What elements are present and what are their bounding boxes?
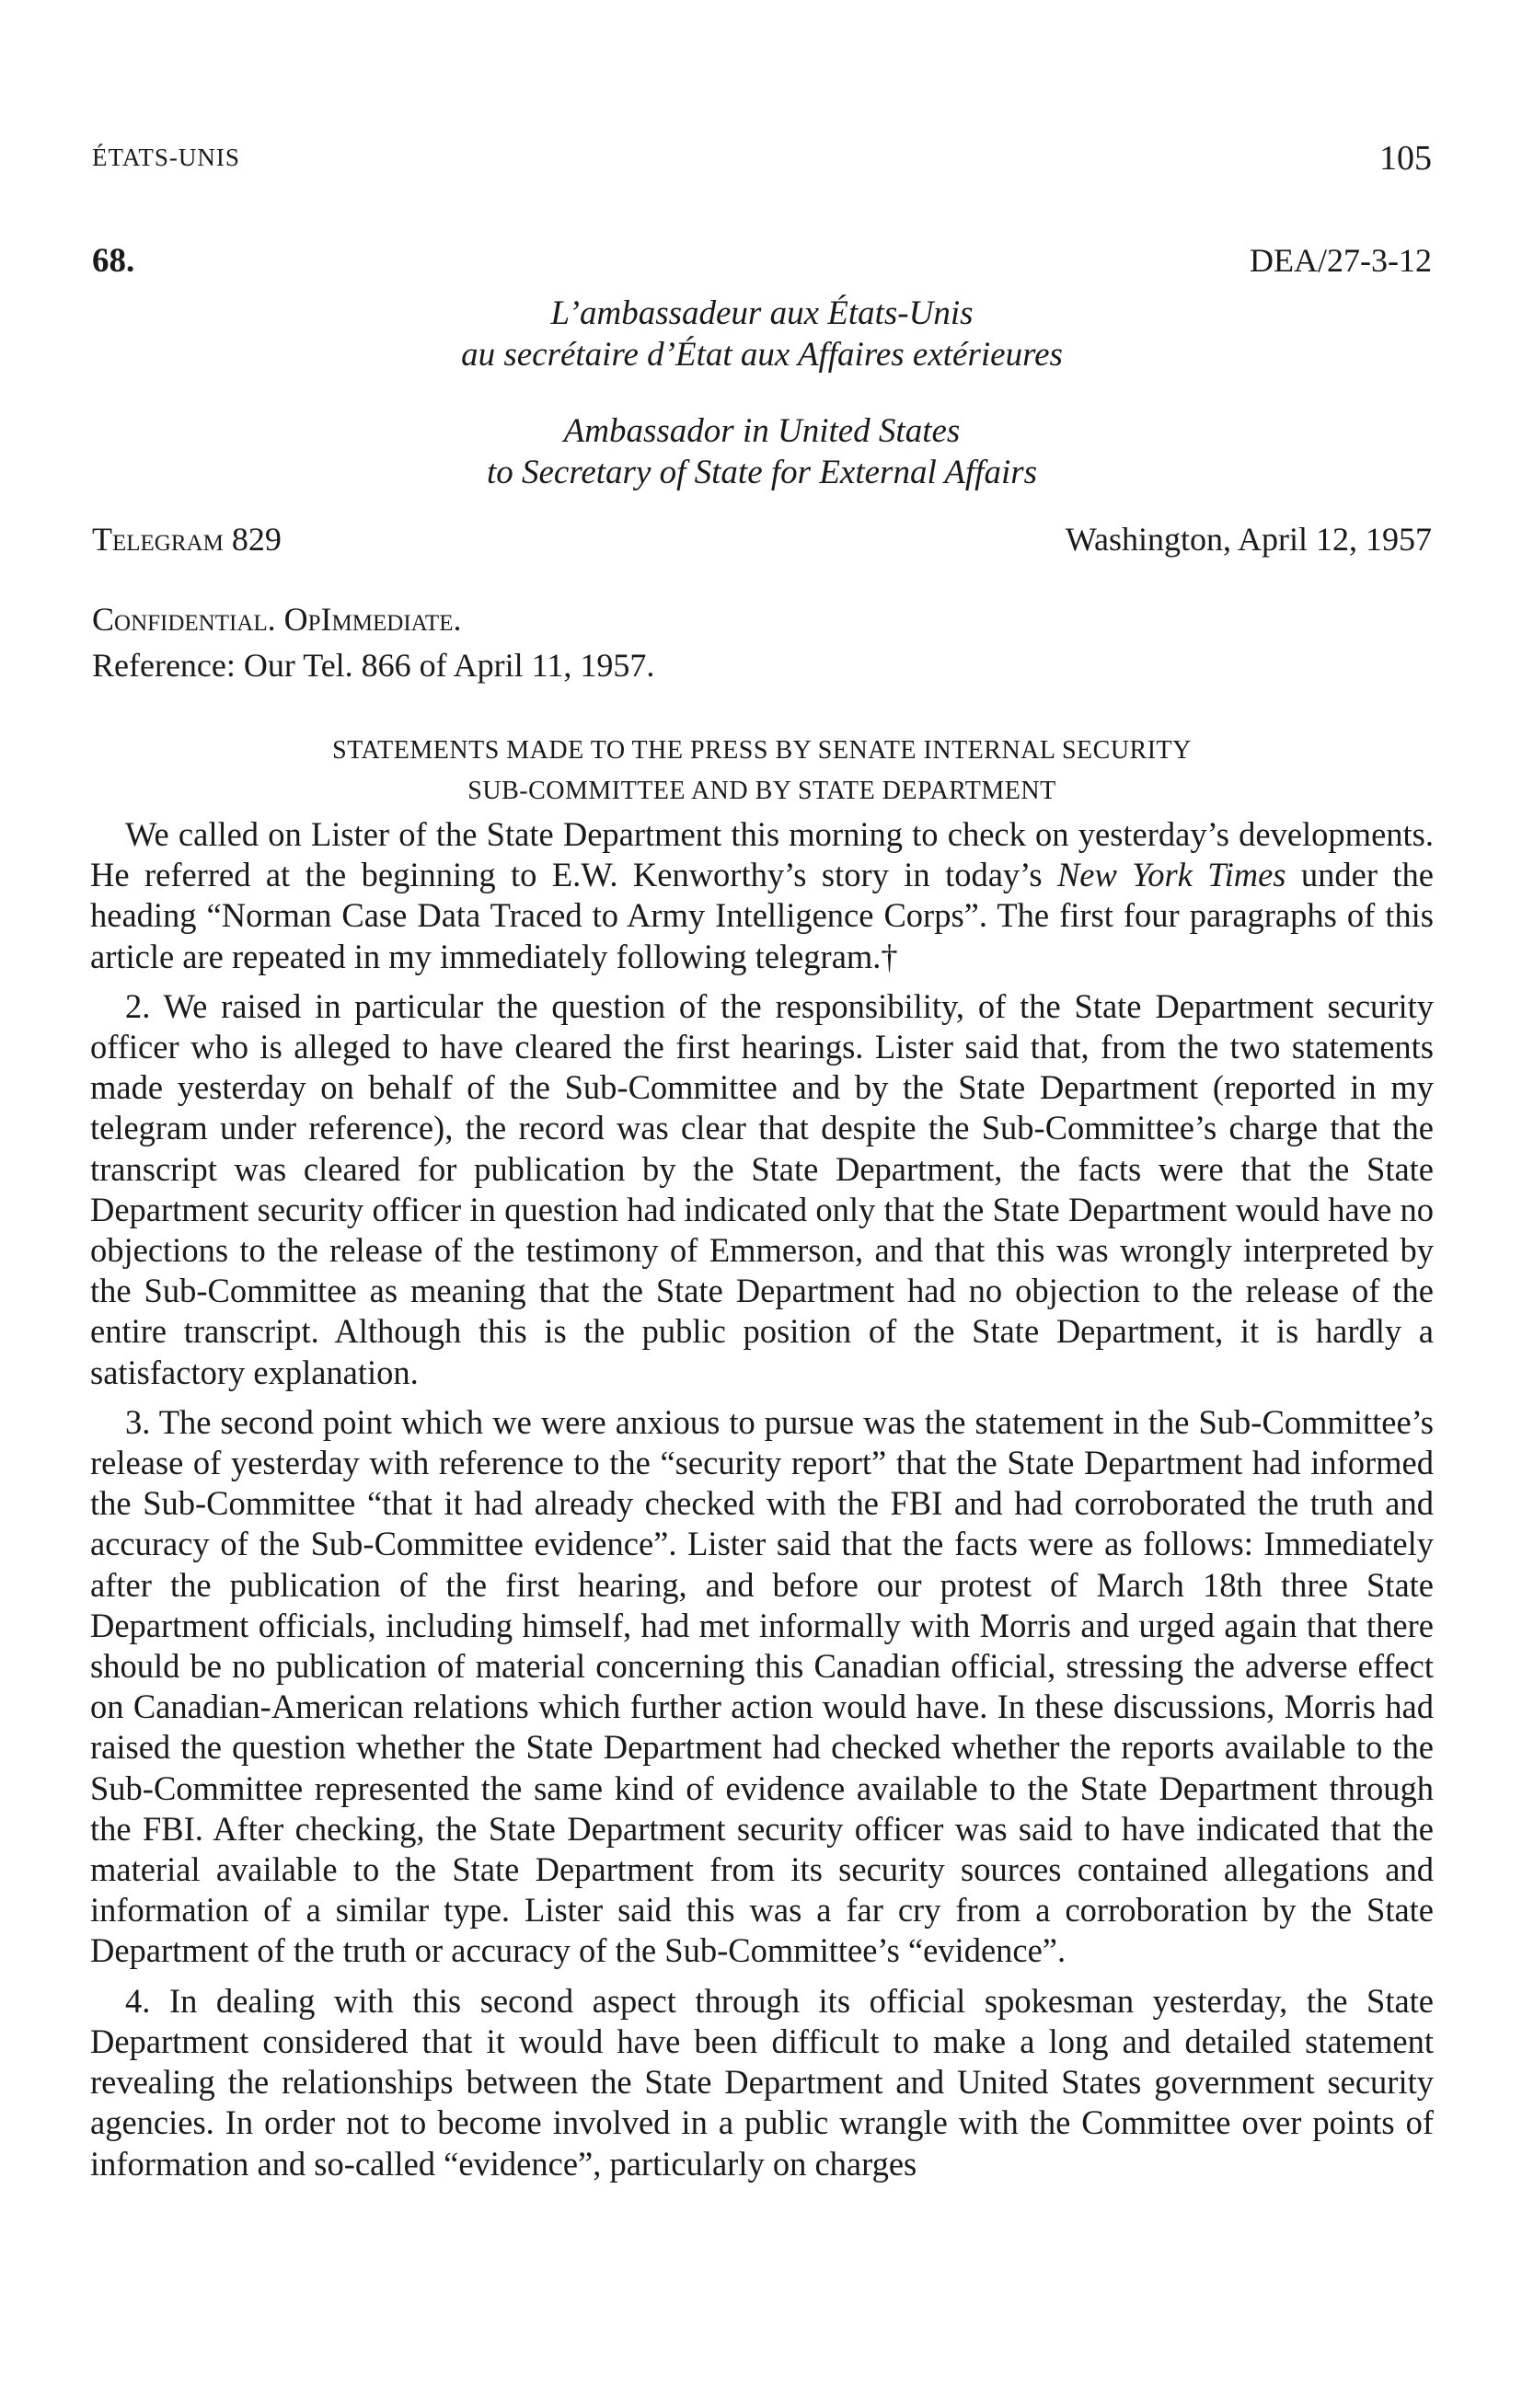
paragraph-4: 4. In dealing with this second aspect through its official spokesman yesterday, the State Department considered that it would have been difficult to make a long and detailed statement revealing the relationships between the State Department and United States government security agencies. In order not to become involved in a public wrangle with the Committee over points of information and so-called “evidence”, particularly on charges (90, 1981, 1434, 2183)
newspaper-title: New York Times (1056, 856, 1286, 894)
page-number: 105 (1379, 139, 1432, 178)
paragraph-1-text-a: We called on Lister of the State Department this morning to check on yesterday’s developments. He referred at the beginning to E.W. Kenworthy’s story in today’s (90, 815, 1434, 894)
subject-line-2: SUB-COMMITTEE AND BY STATE DEPARTMENT (467, 777, 1056, 805)
english-title-line-2: to Secretary of State for External Affairs (486, 454, 1038, 491)
subject-heading (90, 731, 1434, 812)
telegram-number: Telegram 829 (92, 521, 282, 558)
reference-line: Reference: Our Tel. 866 of April 11, 1957. (92, 647, 655, 684)
english-title-line-1: Ambassador in United States (563, 412, 961, 450)
paragraph-1-text-b: under the heading “Norman Case Data Traced to Army Intelligence Corps”. The first four paragraphs of this article are repeated in my immediately following telegram.† (90, 856, 1435, 975)
french-title-line-2: au secrétaire d’État aux Affaires extérieures (461, 336, 1063, 374)
paragraph-3: 3. The second point which we were anxious to pursue was the statement in the Sub-Committee’s release of yesterday with reference to the “security report” that the State Department had informed the Sub-Committee “that it had already checked with the FBI and had corroborated the truth and accuracy of the Sub-Committee evidence”. Lister said that the facts were as follows: Immediately after the publication of the first hearing, and before our protest of March 18th three State Department officials, including himself, had met informally with Morris and urged again that there should be no publication of material concerning this Canadian official, stressing the adverse effect on Canadian-American relations which further action would have. In these discussions, Morris had raised the question whether the State Department had checked whether the reports available to the Sub-Committee represented the same kind of evidence available to the State Department through the FBI. After checking, the State Department security officer was said to have indicated that the material available to the State Department from its security sources contained allegations and information of a similar type. Lister said this was a far cry from a corroboration by the State Department of the truth or accuracy of the Sub-Committee’s “evidence”. (90, 1402, 1434, 1970)
telegram-meta (90, 520, 1434, 560)
paragraph-2: 2. We raised in particular the question of the responsibility, of the State Department security officer who is alleged to have cleared the first hearings. Lister said that, from the two statements made yesterday on behalf of the Sub-Committee and by the State Department (reported in my telegram under reference), the record was clear that despite the Sub-Committee’s charge that the transcript was cleared for publication by the State Department, the facts were that the State Department security officer in question had indicated only that the State Department would have no objections to the release of the testimony of Emmerson, and that this was wrongly interpreted by the Sub-Committee as meaning that the State Department had no objection to the release of the entire transcript. Although this is the public position of the State Department, it is hardly a satisfactory explanation. (90, 986, 1434, 1391)
document-titles (90, 293, 1434, 493)
place-date: Washington, April 12, 1957 (1065, 521, 1432, 558)
document-header (90, 241, 1434, 282)
running-head-title: ÉTATS-UNIS (92, 144, 240, 171)
classification: Confidential. OpImmediate. (92, 601, 462, 638)
subject-line-1: STATEMENTS MADE TO THE PRESS BY SENATE INTERNAL SECURITY (332, 736, 1192, 765)
file-reference: DEA/27-3-12 (1250, 242, 1432, 279)
french-title-line-1: L’ambassadeur aux États-Unis (550, 294, 974, 332)
running-head (90, 138, 1434, 178)
document-number: 68. (92, 242, 135, 280)
paragraph-1 (90, 814, 1434, 977)
document-body (90, 814, 1434, 2194)
